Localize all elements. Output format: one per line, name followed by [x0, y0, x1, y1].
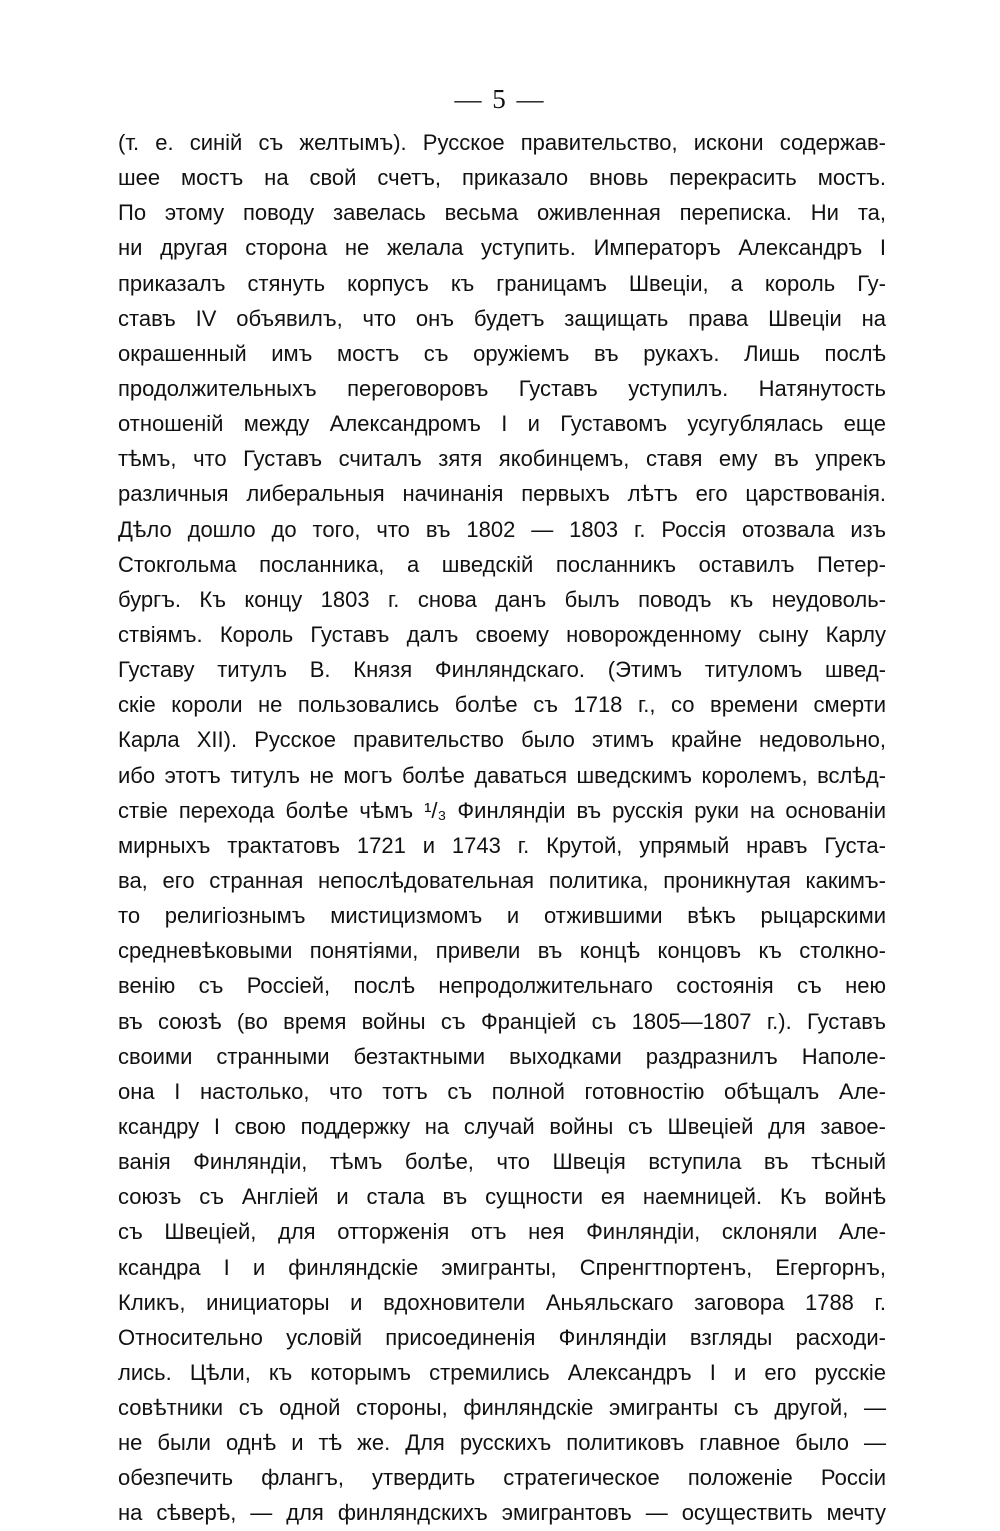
text-line: Дѣло дошло до того, что въ 1802 — 1803 г. Россія отозвала изъ: [118, 516, 886, 542]
text-line: то религіознымъ мистицизмомъ и отжившими вѣкъ рыцарскими: [118, 903, 886, 929]
text-line: ванія Финляндіи, тѣмъ болѣе, что Швеція вступила въ тѣсный: [118, 1149, 886, 1175]
text-line: скіе короли не пользовались болѣе съ 1718 г., со времени смерти: [118, 692, 886, 718]
text-line: различныя либеральныя начинанія первыхъ лѣтъ его царствованія.: [118, 481, 886, 507]
text-line: Относительно условій присоединенія Финляндіи взгляды расходи-: [118, 1324, 886, 1350]
text-line: ставъ IV объявилъ, что онъ будетъ защищать права Швеціи на: [118, 305, 886, 331]
text-line: окрашенный имъ мостъ съ оружіемъ въ рукахъ. Лишь послѣ: [118, 340, 886, 366]
text-line: союзъ съ Англіей и стала въ сущности ея наемницей. Къ войнѣ: [118, 1184, 886, 1210]
text-line: ствіе перехода болѣе чѣмъ ¹/₃ Финляндіи въ русскія руки на основаніи: [118, 797, 886, 823]
text-line: Кликъ, инициаторы и вдохновители Аньяльскаго заговора 1788 г.: [118, 1289, 886, 1315]
text-line: не были однѣ и тѣ же. Для русскихъ политиковъ главное было —: [118, 1430, 886, 1456]
text-line: продолжительныхъ переговоровъ Густавъ уступилъ. Натянутость: [118, 375, 886, 401]
body-text: [118, 125, 886, 1531]
text-line: ибо этотъ титулъ не могъ болѣе даваться шведскимъ королемъ, вслѣд-: [118, 762, 886, 788]
text-line: Густаву титулъ В. Князя Финляндскаго. (Этимъ титуломъ швед-: [118, 657, 886, 683]
text-line: отношеній между Александромъ I и Густавомъ усугублялась еще: [118, 411, 886, 437]
page-number: — 5 —: [454, 84, 546, 114]
text-line: ксандру I свою поддержку на случай войны съ Швеціей для завое-: [118, 1113, 886, 1139]
text-line: она I настолько, что тотъ съ полной готовностію обѣщалъ Але-: [118, 1078, 886, 1104]
text-line: мирныхъ трактатовъ 1721 и 1743 г. Крутой, упрямый нравъ Густа-: [118, 832, 886, 858]
text-line: своими странными безтактными выходками раздразнилъ Наполе-: [118, 1043, 886, 1069]
text-line: средневѣковыми понятіями, привели въ концѣ концовъ къ столкно-: [118, 938, 886, 964]
text-line: на сѣверѣ, — для финляндскихъ эмигрантовъ — осуществить мечту: [118, 1500, 886, 1526]
text-line: По этому поводу завелась весьма оживленная переписка. Ни та,: [118, 200, 886, 226]
text-line: ни другая сторона не желала уступить. Императоръ Александръ I: [118, 235, 886, 261]
text-line: (т. е. синій съ желтымъ). Русское правительство, искони содержав-: [118, 130, 886, 155]
text-line: ствіямъ. Король Густавъ далъ своему новорожденному сыну Карлу: [118, 621, 886, 647]
text-line: бургъ. Къ концу 1803 г. снова данъ былъ поводъ къ неудоволь-: [118, 586, 886, 612]
text-line: шее мостъ на свой счетъ, приказало вновь перекрасить мостъ.: [118, 165, 886, 191]
text-line: Стокгольма посланника, а шведскій посланникъ оставилъ Петер-: [118, 551, 886, 577]
text-line: съ Швеціей, для отторженія отъ нея Финляндіи, склоняли Але-: [118, 1219, 886, 1245]
text-line: обезпечить флангъ, утвердить стратегическое положеніе Россіи: [118, 1465, 886, 1491]
text-line: лись. Цѣли, къ которымъ стремились Александръ I и его русскіе: [118, 1359, 886, 1385]
text-line: въ союзѣ (во время войны съ Франціей съ 1805—1807 г.). Густавъ: [118, 1008, 886, 1034]
text-line: приказалъ стянуть корпусъ къ границамъ Швеціи, а король Гу-: [118, 270, 886, 296]
text-line: тѣмъ, что Густавъ считалъ зятя якобинцемъ, ставя ему въ упрекъ: [118, 446, 886, 472]
text-line: совѣтники съ одной стороны, финляндскіе эмигранты съ другой, —: [118, 1395, 886, 1421]
text-line: ксандра I и финляндскіе эмигранты, Спренгтпортенъ, Егергорнъ,: [118, 1254, 886, 1280]
text-line: венію съ Россіей, послѣ непродолжительнаго состоянія съ нею: [118, 973, 886, 999]
text-line: Карла XII). Русское правительство было этимъ крайне недовольно,: [118, 727, 886, 753]
text-line: ва, его странная непослѣдовательная политика, проникнутая какимъ-: [118, 867, 886, 893]
